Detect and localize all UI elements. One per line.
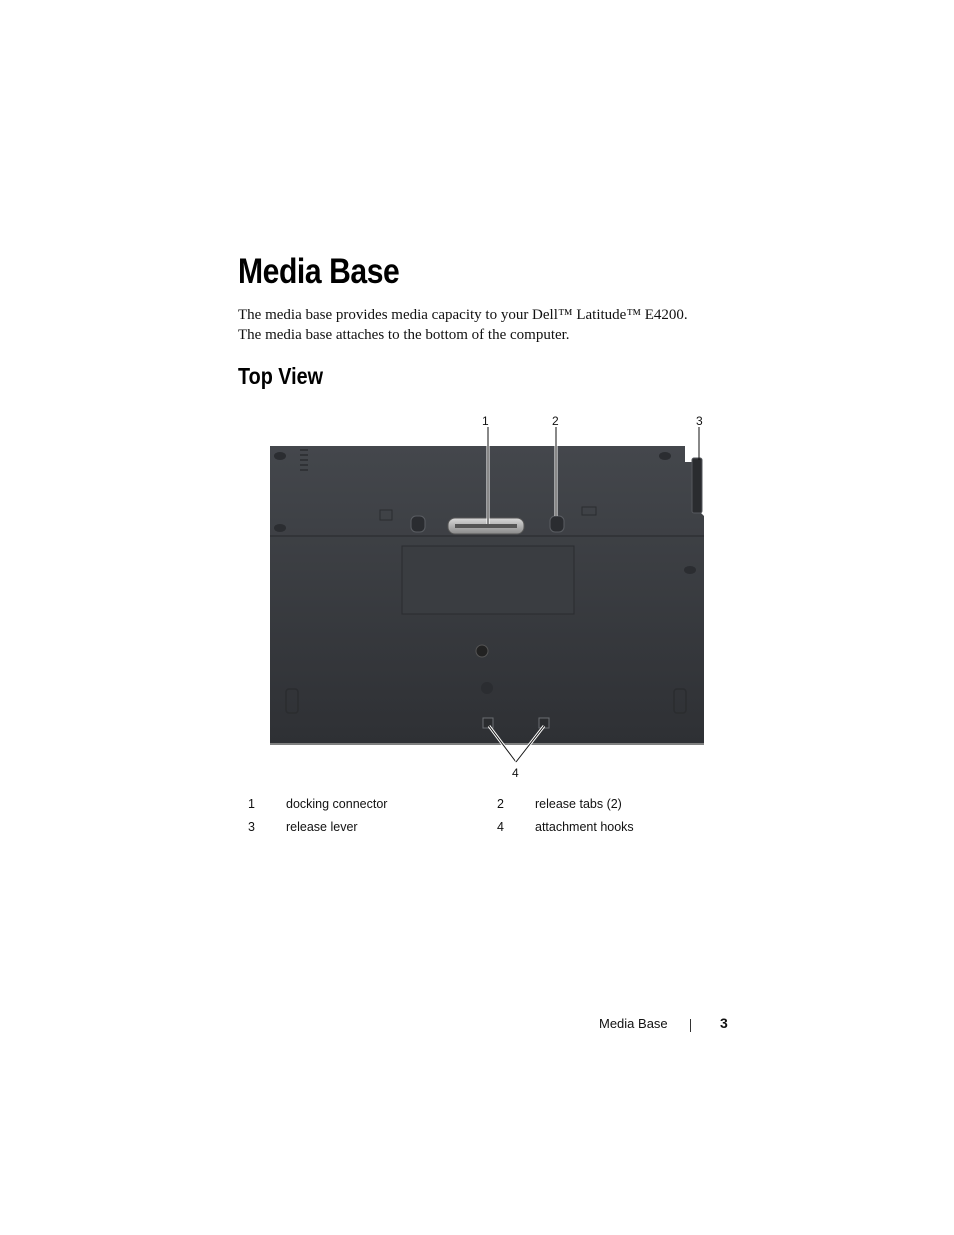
legend-label: release tabs (2): [535, 797, 622, 811]
attachment-hook-left: [483, 718, 493, 728]
legend-number: 1: [248, 797, 255, 811]
page-title: Media Base: [238, 252, 400, 291]
bumper-left: [274, 524, 286, 532]
figure-legend: [238, 793, 738, 839]
callout-number-2: 2: [552, 414, 559, 428]
footer-section-title: Media Base: [599, 1016, 668, 1031]
legend-number: 4: [497, 820, 504, 834]
section-title: Top View: [238, 363, 323, 389]
bay-panel: [402, 546, 574, 614]
media-base-top-view-figure: [260, 410, 720, 780]
bumper-top-left: [274, 452, 286, 460]
legend-row: [238, 816, 738, 839]
page-number: 3: [720, 1015, 728, 1031]
bumper-right: [684, 566, 696, 574]
intro-line-1: The media base provides media capacity to your Dell™ Latitude™ E4200.: [238, 307, 688, 323]
release-tab-right: [550, 516, 564, 532]
legend-label: attachment hooks: [535, 820, 634, 834]
foot-center: [481, 682, 493, 694]
legend-row: [238, 793, 738, 816]
legend-number: 3: [248, 820, 255, 834]
callout-number-1: 1: [482, 414, 489, 428]
footer-divider: [690, 1019, 691, 1032]
bumper-top-right: [659, 452, 671, 460]
release-lever: [692, 458, 702, 513]
callout-number-3: 3: [696, 414, 703, 428]
legend-number: 2: [497, 797, 504, 811]
callout-number-4: 4: [512, 766, 519, 780]
docking-connector-slot: [455, 524, 517, 528]
legend-label: docking connector: [286, 797, 388, 811]
release-tab-left: [411, 516, 425, 532]
intro-line-2: The media base attaches to the bottom of the computer.: [238, 327, 570, 343]
intro-paragraph: [238, 305, 758, 345]
legend-label: release lever: [286, 820, 358, 834]
screw: [476, 645, 488, 657]
